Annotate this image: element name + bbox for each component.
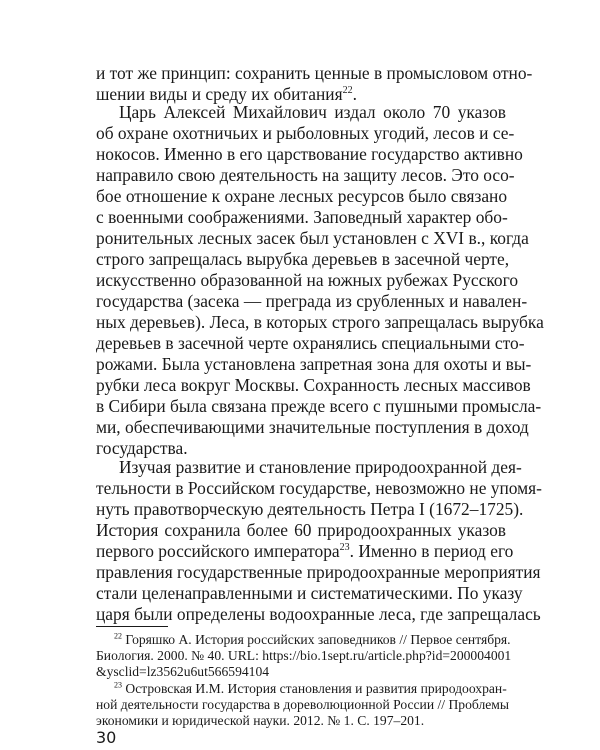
text-line: Изучая развитие и становление природоохранной дея-: [119, 457, 522, 477]
footnote-line: &ysclid=lz3562u6ut566594104: [96, 664, 270, 679]
text-line: государства.: [96, 438, 188, 458]
footnote-ref-23[interactable]: 23: [339, 542, 350, 554]
text-line: и тот же принцип: сохранить ценные в промысловом отно-: [96, 63, 533, 83]
text-line: с военными соображениями. Заповедный характер обо-: [96, 207, 508, 227]
footnote-23: $^{23}$ Островская И.М. История становления и развития природоохран-: [114, 680, 507, 696]
text-line: в Сибири была связана прежде всего с пушными промысла-: [96, 396, 542, 416]
text-line: шении виды и среду их обитания$^{22}$.: [96, 84, 357, 104]
text-line: рожами. Была установлена запретная зона для охоты и вы-: [96, 354, 532, 374]
text-line: рубки леса вокруг Москвы. Сохранность лесных массивов: [96, 375, 531, 395]
text-line: государства (засека — преграда из срубленных и навален-: [96, 291, 528, 311]
footnote-line: ной деятельности государства в дореволюционной России // Проблемы: [96, 697, 509, 712]
page-number: 30: [96, 728, 117, 747]
footnote-line: экономики и юридической науки. 2012. № 1. С. 197–201.: [96, 713, 425, 728]
text-line: ронительных лесных засек был установлен с XVI в., когда: [96, 228, 529, 248]
text-line: ных деревьев). Леса, в которых строго запрещалась вырубка: [96, 312, 544, 332]
footnote-22: $^{22}$ Горяшко А. История российских заповедников // Первое сентября.: [114, 631, 511, 647]
text-line: царя были определены водоохранные леса, где запрещалась: [96, 604, 541, 624]
footnote-line: Биология. 2000. № 40. URL: https://bio.1sept.ru/article.php?id=200004001: [96, 648, 512, 663]
text-line: искусственно образованной на южных рубежах Русского: [96, 270, 519, 290]
text-line: нокосов. Именно в его царствование государство активно: [96, 144, 523, 164]
text-line: строго запрещалась вырубка деревьев в засечной черте,: [96, 249, 510, 269]
text-line: История сохранила более 60 природоохранных указов: [96, 520, 506, 540]
text-line: бое отношение к охране лесных ресурсов было связано: [96, 186, 508, 206]
text-line: деревьев в засечной черте охранялись специальными сто-: [96, 333, 525, 353]
text-line: стали целенаправленными и систематическими. По указу: [96, 583, 523, 603]
text-line: ми, обеспечивающими значительные поступления в доход: [96, 417, 529, 437]
text-line: первого российского императора$^{23}$. Именно в период его: [96, 541, 514, 561]
text-line: об охране охотничьих и рыболовных угодий, лесов и се-: [96, 123, 515, 143]
text-line: тельности в Российском государстве, невозможно не упомя-: [96, 478, 542, 498]
footnote-ref-22[interactable]: 22: [342, 85, 353, 97]
text-line: направило свою деятельность на защиту лесов. Это осо-: [96, 165, 515, 185]
text-line: Царь Алексей Михайлович издал около 70 указов: [119, 102, 506, 122]
text-line: правления государственные природоохранные мероприятия: [96, 562, 541, 582]
text-line: нуть правотворческую деятельность Петра I (1672–1725).: [96, 499, 524, 519]
footnote-separator: [96, 626, 168, 627]
